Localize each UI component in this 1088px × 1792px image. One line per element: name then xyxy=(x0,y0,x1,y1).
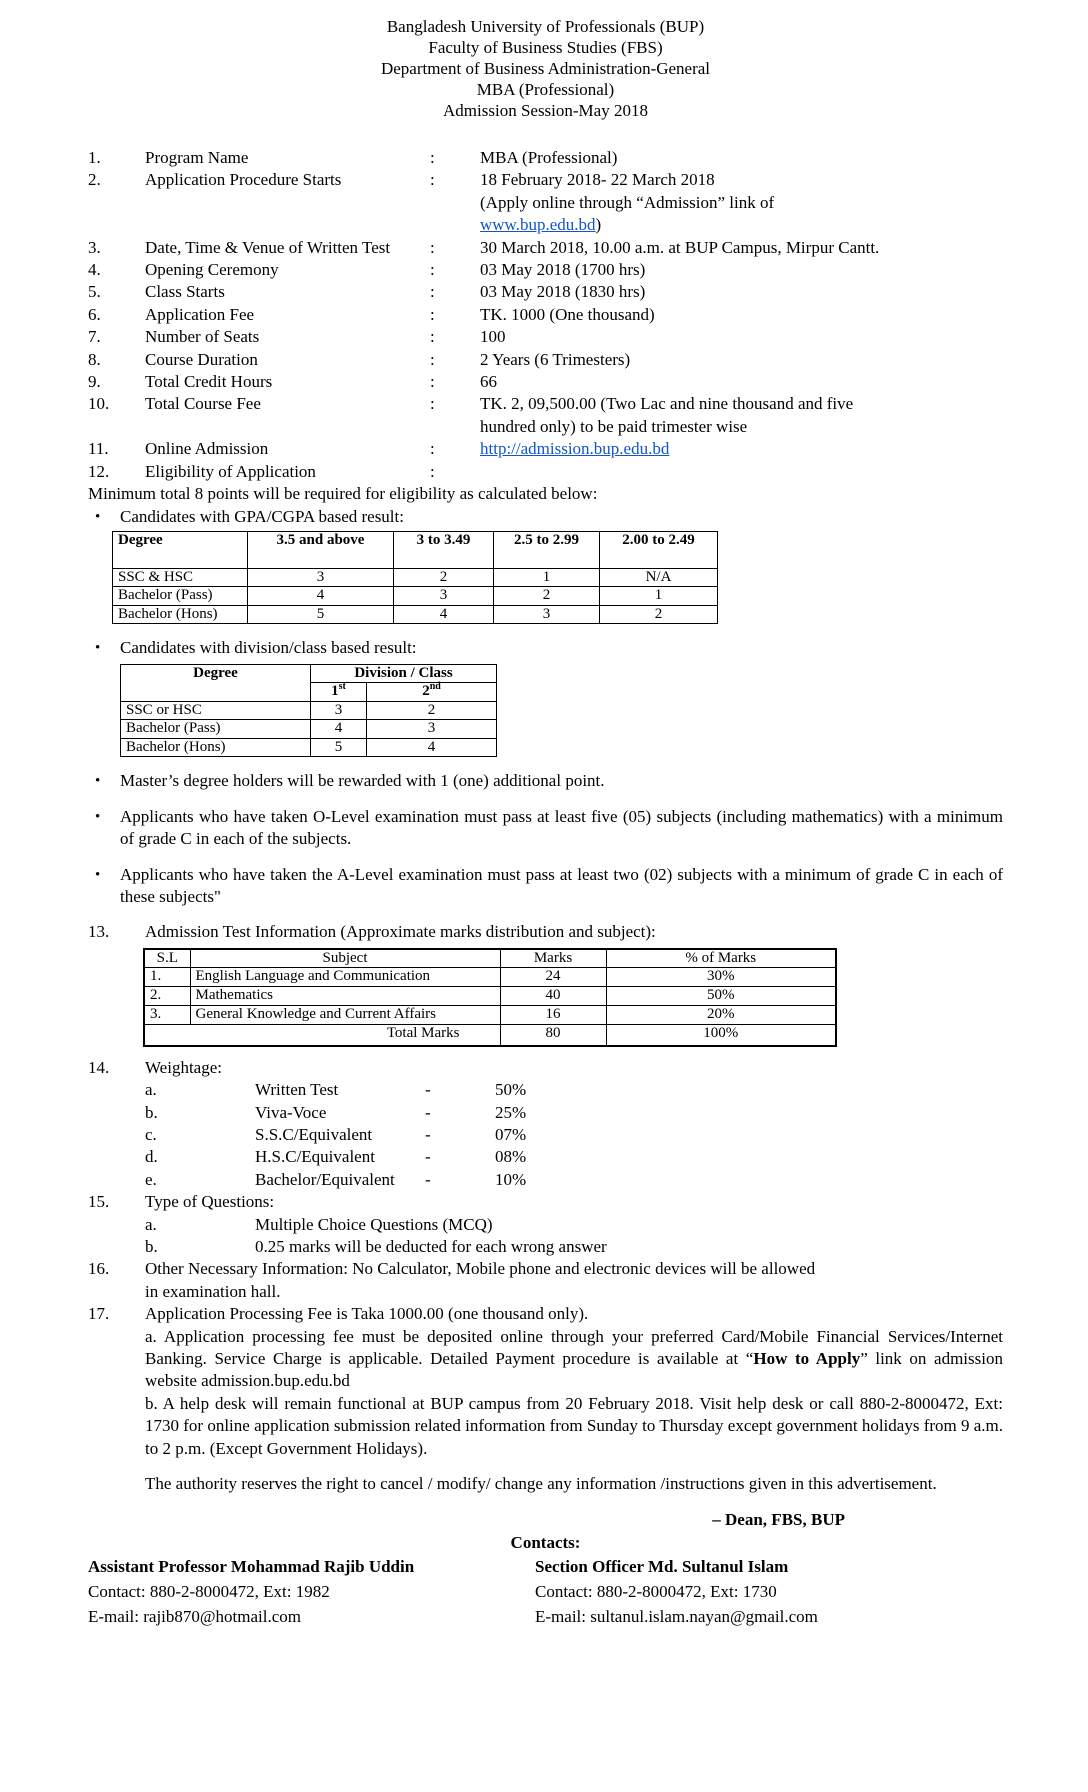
bullet-gpa-result: • Candidates with GPA/CGPA based result: xyxy=(88,506,1003,528)
table-row xyxy=(144,968,836,987)
cell: 4 xyxy=(394,605,494,624)
item-number: 2. xyxy=(88,170,101,190)
item-number: 17. xyxy=(88,1304,110,1324)
contact-phone: Contact: 880-2-8000472, Ext: 1982 xyxy=(88,1582,330,1602)
item-number: 13. xyxy=(88,922,110,942)
cell: 4 xyxy=(311,720,367,739)
spacer xyxy=(88,1146,145,1168)
admission-session: Admission Session-May 2018 xyxy=(443,101,648,120)
info-row-program xyxy=(88,147,1003,169)
info-row-application-fee xyxy=(88,304,1003,326)
item-number: 8. xyxy=(88,349,101,369)
cell: 2 xyxy=(600,605,718,624)
table-row xyxy=(121,720,497,739)
colon: : xyxy=(430,394,435,414)
cell: 24 xyxy=(500,968,606,987)
table-row xyxy=(121,738,497,757)
item-number: 14. xyxy=(88,1057,110,1077)
info-row-credit-hours xyxy=(88,371,1003,393)
cell: 4 xyxy=(248,587,394,606)
colon: : xyxy=(430,260,435,280)
contacts-title: Contacts: xyxy=(510,1532,581,1552)
column-header: Subject xyxy=(190,949,500,968)
ordinal-base: 1 xyxy=(331,683,339,700)
table-row xyxy=(144,1006,836,1025)
table-row xyxy=(113,605,718,624)
value-line: hundred only) to be paid trimester wise xyxy=(480,416,748,436)
cell: General Knowledge and Current Affairs xyxy=(190,1006,500,1025)
item-number: 6. xyxy=(88,304,101,324)
how-to-apply-bold: How to Apply xyxy=(753,1349,861,1369)
item-label: Class Starts xyxy=(145,282,225,302)
column-header: Degree xyxy=(121,664,311,701)
cell: 5 xyxy=(311,738,367,757)
item-label: S.S.C/Equivalent xyxy=(255,1124,373,1144)
text-line: Other Necessary Information: No Calculator, Mobile phone and electronic devices will be allowed xyxy=(145,1259,816,1279)
item-number: 12. xyxy=(88,461,110,481)
item-label: Written Test xyxy=(255,1080,339,1100)
processing-fee-para-a xyxy=(145,1326,1003,1393)
colon: : xyxy=(430,282,435,302)
spacer xyxy=(88,1214,145,1236)
item-value: 50% xyxy=(495,1080,527,1100)
item-label: Program Name xyxy=(145,148,249,167)
item-label: H.S.C/Equivalent xyxy=(255,1147,375,1167)
item-letter: d. xyxy=(145,1147,158,1167)
info-row-application-procedure xyxy=(88,169,1003,236)
column-header-group: Division / Class xyxy=(311,664,497,683)
processing-fee-heading xyxy=(88,1303,1003,1325)
item-value: 100 xyxy=(480,327,506,347)
processing-fee-para-b: b. A help desk will remain functional at BUP campus from 20 February 2018. Visit help desk or call 880-2-8000472, Ext: 1730 for online application submission related information from Sunday to Thursday except government holidays from 9 a.m. to 2 p.m. (Except Government Holidays). xyxy=(145,1393,1004,1458)
dash: - xyxy=(425,1169,431,1189)
spacer xyxy=(88,1124,145,1146)
column-header: % of Marks xyxy=(606,949,836,968)
item-value xyxy=(480,461,1003,483)
ordinal-base: 2 xyxy=(422,683,430,700)
cell: 1. xyxy=(144,968,190,987)
value-line: 18 February 2018- 22 March 2018 xyxy=(480,170,715,190)
colon: : xyxy=(430,327,435,347)
cell: 2 xyxy=(394,568,494,587)
item-label: Application Fee xyxy=(145,304,255,324)
dash: - xyxy=(425,1102,431,1122)
item-value: MBA (Professional) xyxy=(480,148,618,167)
admission-portal-link[interactable]: http://admission.bup.edu.bd xyxy=(480,439,670,459)
cell: Bachelor (Hons) xyxy=(113,605,248,624)
item-value: 08% xyxy=(495,1147,527,1167)
cell: 1 xyxy=(600,587,718,606)
colon: : xyxy=(430,461,435,481)
value-line xyxy=(480,214,1003,236)
dean-signature: – Dean, FBS, BUP xyxy=(712,1510,845,1530)
item-number: 11. xyxy=(88,439,109,459)
cell: SSC & HSC xyxy=(113,568,248,587)
bullet-alevel-note: • Applicants who have taken the A-Level examination must pass at least two (02) subjects with a minimum of grade C in each of these subjects" xyxy=(88,864,1003,909)
item-value: 2 Years (6 Trimesters) xyxy=(480,349,631,369)
info-row-class-starts xyxy=(88,281,1003,303)
item-number: 5. xyxy=(88,282,101,302)
department-name: Department of Business Administration-General xyxy=(380,59,711,78)
program-title: MBA (Professional) xyxy=(476,80,615,99)
link-suffix: ) xyxy=(595,215,602,235)
column-header xyxy=(311,683,367,702)
weightage-row xyxy=(88,1102,1003,1124)
table-row xyxy=(113,587,718,606)
colon: : xyxy=(430,439,435,459)
column-header: 2.5 to 2.99 xyxy=(494,531,600,568)
bup-website-link[interactable]: www.bup.edu.bd xyxy=(480,215,596,235)
item-number: 15. xyxy=(88,1192,110,1212)
table-row xyxy=(144,987,836,1006)
cell: 40 xyxy=(500,987,606,1006)
item-number: 7. xyxy=(88,327,101,347)
info-row-online-admission xyxy=(88,438,1003,460)
column-header xyxy=(367,683,497,702)
cell: N/A xyxy=(600,568,718,587)
cell: 3 xyxy=(367,720,497,739)
weightage-row xyxy=(88,1124,1003,1146)
university-name: Bangladesh University of Professionals (BUP) xyxy=(386,17,705,36)
contact-email: E-mail: rajib870@hotmail.com xyxy=(88,1607,301,1627)
column-header: Degree xyxy=(113,531,248,568)
item-label: Opening Ceremony xyxy=(145,260,279,280)
cell: Bachelor (Hons) xyxy=(121,738,311,757)
table-header-row xyxy=(113,531,718,568)
item-label: Eligibility of Application xyxy=(145,461,316,481)
table-row xyxy=(113,568,718,587)
dash: - xyxy=(425,1124,431,1144)
cell: 2. xyxy=(144,987,190,1006)
item-value xyxy=(480,393,1003,438)
bullet-masters-note: • Master’s degree holders will be rewarded with 1 (one) additional point. xyxy=(88,770,1003,792)
cell: SSC or HSC xyxy=(121,701,311,720)
weightage-row xyxy=(88,1146,1003,1168)
contact-phone: Contact: 880-2-8000472, Ext: 1730 xyxy=(535,1582,777,1602)
contact-email: E-mail: sultanul.islam.nayan@gmail.com xyxy=(535,1607,818,1627)
cell: 2 xyxy=(367,701,497,720)
faculty-name: Faculty of Business Studies (FBS) xyxy=(428,38,663,57)
item-value: 10% xyxy=(495,1169,527,1189)
cell: 3 xyxy=(394,587,494,606)
item-letter: a. xyxy=(145,1080,157,1100)
para-text: ” link on admission website admission.bup.edu.bd xyxy=(145,1349,1003,1391)
section-title: Admission Test Information (Approximate marks distribution and subject): xyxy=(145,922,656,942)
spacer xyxy=(88,1236,145,1258)
item-number: 10. xyxy=(88,394,110,414)
colon: : xyxy=(430,349,435,369)
cell: Mathematics xyxy=(190,987,500,1006)
info-row-written-test xyxy=(88,237,1003,259)
item-text: Multiple Choice Questions (MCQ) xyxy=(255,1214,493,1234)
weightage-heading xyxy=(88,1057,1003,1079)
total-marks: 80 xyxy=(500,1025,606,1046)
weightage-row xyxy=(88,1079,1003,1101)
eligibility-intro: Minimum total 8 points will be required for eligibility as calculated below: xyxy=(88,484,598,504)
item-label: Total Course Fee xyxy=(145,394,261,414)
colon: : xyxy=(430,148,435,167)
document-header xyxy=(88,16,1003,121)
item-number: 9. xyxy=(88,372,101,392)
colon: : xyxy=(430,237,435,257)
bullet-division-result: • Candidates with division/class based result: xyxy=(88,637,1003,659)
table-header-row xyxy=(144,949,836,968)
cell: 3. xyxy=(144,1006,190,1025)
info-row-eligibility xyxy=(88,461,1003,483)
cell: 3 xyxy=(311,701,367,720)
admission-test-heading xyxy=(88,921,1003,943)
column-header: Marks xyxy=(500,949,606,968)
item-label: Bachelor/Equivalent xyxy=(255,1169,395,1189)
item-value xyxy=(480,438,1003,460)
other-info-section xyxy=(88,1258,1003,1303)
colon: : xyxy=(430,304,435,324)
dash: - xyxy=(425,1147,431,1167)
division-points-table xyxy=(120,664,497,758)
item-label: Number of Seats xyxy=(145,327,260,347)
item-value: 03 May 2018 (1830 hrs) xyxy=(480,282,646,302)
cell: 16 xyxy=(500,1006,606,1025)
item-text: 0.25 marks will be deducted for each wrong answer xyxy=(255,1237,607,1256)
table-header-row xyxy=(121,664,497,683)
value-line: TK. 2, 09,500.00 (Two Lac and nine thousand and five xyxy=(480,394,854,414)
item-letter: e. xyxy=(145,1169,157,1189)
info-row-seats xyxy=(88,326,1003,348)
item-letter: b. xyxy=(145,1237,158,1256)
item-value xyxy=(480,169,1003,236)
column-header: 3.5 and above xyxy=(248,531,394,568)
colon: : xyxy=(430,372,435,392)
spacer xyxy=(88,1079,145,1101)
item-letter: c. xyxy=(145,1124,157,1144)
value-line: (Apply online through “Admission” link of xyxy=(480,192,775,212)
info-row-duration xyxy=(88,349,1003,371)
item-number: 4. xyxy=(88,260,101,280)
contact-name: Section Officer Md. Sultanul Islam xyxy=(535,1557,789,1577)
question-type-row xyxy=(88,1214,1003,1236)
contacts-block xyxy=(88,1554,1003,1629)
question-type-row xyxy=(88,1236,1003,1258)
cell: English Language and Communication xyxy=(190,968,500,987)
gpa-points-table xyxy=(112,531,718,625)
column-header: S.L xyxy=(144,949,190,968)
cell: 3 xyxy=(248,568,394,587)
item-letter: a. xyxy=(145,1214,157,1234)
column-header: 3 to 3.49 xyxy=(394,531,494,568)
cell: 4 xyxy=(367,738,497,757)
item-value: 30 March 2018, 10.00 a.m. at BUP Campus, Mirpur Cantt. xyxy=(480,237,880,257)
item-label: Date, Time & Venue of Written Test xyxy=(145,237,391,257)
info-row-opening-ceremony xyxy=(88,259,1003,281)
weightage-row xyxy=(88,1169,1003,1191)
cell: Bachelor (Pass) xyxy=(113,587,248,606)
item-letter: b. xyxy=(145,1102,158,1122)
item-value: 25% xyxy=(495,1102,527,1122)
spacer xyxy=(88,1169,145,1191)
table-total-row xyxy=(144,1025,836,1046)
cell: 20% xyxy=(606,1006,836,1025)
authority-note: The authority reserves the right to cancel / modify/ change any information /instructions given in this advertisement. xyxy=(145,1474,937,1494)
section-text xyxy=(145,1258,1003,1303)
item-value: 07% xyxy=(495,1124,527,1144)
questions-heading xyxy=(88,1191,1003,1213)
marks-distribution-table xyxy=(143,948,837,1047)
section-title: Application Processing Fee is Taka 1000.00 (one thousand only). xyxy=(145,1304,589,1324)
total-label: Total Marks xyxy=(144,1025,500,1046)
item-label: Online Admission xyxy=(145,439,269,459)
cell: 5 xyxy=(248,605,394,624)
item-value: TK. 1000 (One thousand) xyxy=(480,304,655,324)
item-label: Viva-Voce xyxy=(255,1102,327,1122)
cell: 1 xyxy=(494,568,600,587)
contact-name: Assistant Professor Mohammad Rajib Uddin xyxy=(88,1557,415,1577)
column-header: 2.00 to 2.49 xyxy=(600,531,718,568)
item-number: 3. xyxy=(88,237,101,257)
item-label: Total Credit Hours xyxy=(145,372,273,392)
cell: Bachelor (Pass) xyxy=(121,720,311,739)
section-title: Type of Questions: xyxy=(145,1192,275,1212)
spacer xyxy=(88,1102,145,1124)
item-number: 1. xyxy=(88,148,101,167)
colon: : xyxy=(430,170,435,190)
dash: - xyxy=(425,1080,431,1100)
cell: 3 xyxy=(494,605,600,624)
item-value: 03 May 2018 (1700 hrs) xyxy=(480,260,646,280)
contact-left xyxy=(88,1554,535,1629)
contact-right xyxy=(535,1554,1003,1629)
para-text: a. Application processing fee must be deposited online through your preferred Card/Mobile Financial Services/Internet Banking. Service Charge is applicable. Detailed Payment procedure is available at “ xyxy=(145,1326,1003,1369)
ordinal-sup: st xyxy=(338,681,346,693)
item-value: 66 xyxy=(480,372,497,392)
text-line: in examination hall. xyxy=(145,1281,281,1301)
bullet-olevel-note: • Applicants who have taken O-Level examination must pass at least five (05) subjects (including mathematics) with a minimum of grade C in each of the subjects. xyxy=(88,806,1003,851)
info-row-course-fee xyxy=(88,393,1003,438)
item-number: 16. xyxy=(88,1259,110,1279)
ordinal-sup: nd xyxy=(429,681,441,693)
cell: 50% xyxy=(606,987,836,1006)
cell: 30% xyxy=(606,968,836,987)
item-label: Application Procedure Starts xyxy=(145,170,342,190)
table-row xyxy=(121,701,497,720)
total-percent: 100% xyxy=(606,1025,836,1046)
cell: 2 xyxy=(494,587,600,606)
section-title: Weightage: xyxy=(145,1057,222,1077)
item-label: Course Duration xyxy=(145,349,258,369)
